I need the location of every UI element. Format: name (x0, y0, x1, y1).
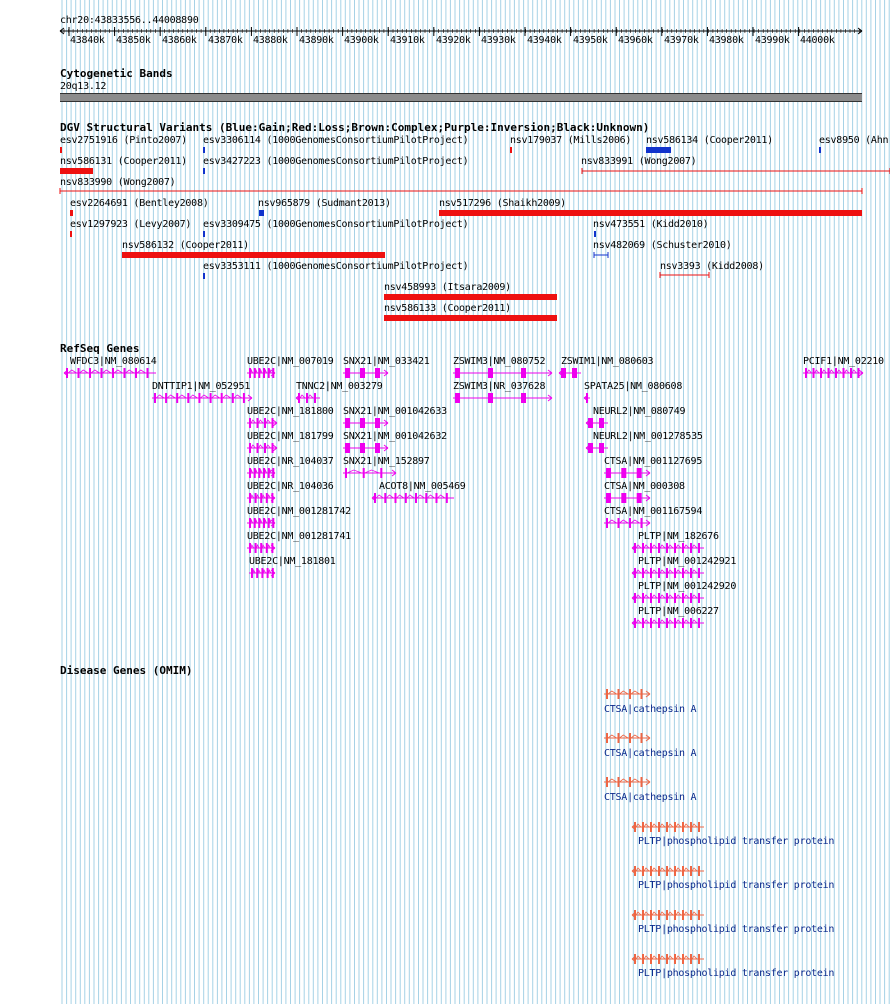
gene-label[interactable]: SNX21|NM_001042633 (343, 406, 447, 417)
dgv-feature-label[interactable]: nsv586134 (Cooper2011) (646, 135, 773, 146)
omim-gene-exon (682, 822, 684, 832)
gene-label[interactable]: UBE2C|NM_001281741 (247, 531, 351, 542)
gene-label[interactable]: SNX21|NM_152897 (343, 456, 430, 467)
omim-gene-exon (634, 910, 636, 920)
gene-label[interactable]: WFDC3|NM_080614 (70, 356, 157, 367)
omim-gene-exon (618, 777, 620, 787)
omim-gene-exon (666, 866, 668, 876)
omim-gene-exon (690, 866, 692, 876)
dgv-feature-label[interactable]: nsv833991 (Wong2007) (581, 156, 697, 167)
gene-label[interactable]: UBE2C|NR_104036 (247, 481, 334, 492)
dgv-feature-label[interactable]: esv3306114 (1000GenomesConsortiumPilotProject) (203, 135, 469, 146)
omim-gene-exon (674, 822, 676, 832)
omim-gene-exon (629, 777, 631, 787)
gene-label[interactable]: SNX21|NM_001042632 (343, 431, 447, 442)
omim-gene-exon (642, 910, 644, 920)
omim-gene-exon (698, 910, 700, 920)
omim-gene-exon (629, 689, 631, 699)
ruler-tick-label: 43910k (390, 35, 425, 46)
omim-gene-exon (658, 866, 660, 876)
omim-gene-exon (642, 866, 644, 876)
dgv-feature-label[interactable]: nsv586131 (Cooper2011) (60, 156, 187, 167)
dgv-feature-label[interactable]: nsv965879 (Sudmant2013) (258, 198, 391, 209)
ruler-tick-label: 43850k (116, 35, 151, 46)
omim-label[interactable]: PLTP|phospholipid transfer protein (638, 880, 835, 891)
omim-gene-exon (641, 777, 643, 787)
omim-gene-exon (690, 910, 692, 920)
dgv-feature-label[interactable]: esv3309475 (1000GenomesConsortiumPilotProject) (203, 219, 469, 230)
omim-label[interactable]: PLTP|phospholipid transfer protein (638, 836, 835, 847)
dgv-feature-label[interactable]: esv8950 (Ahn (819, 135, 889, 146)
omim-gene-exon (634, 954, 636, 964)
ruler-tick-label: 44000k (800, 35, 835, 46)
gene-label[interactable]: ZSWIM1|NM_080603 (561, 356, 654, 367)
omim-gene-exon (698, 822, 700, 832)
gene-label[interactable]: ACOT8|NM_005469 (379, 481, 466, 492)
dgv-feature-label[interactable]: esv3427223 (1000GenomesConsortiumPilotProject) (203, 156, 469, 167)
omim-gene-exon (606, 777, 608, 787)
omim-gene-exon (629, 733, 631, 743)
omim-gene-exon (641, 689, 643, 699)
gene-label[interactable]: PLTP|NM_001242920 (638, 581, 737, 592)
gene-label[interactable]: PLTP|NM_182676 (638, 531, 719, 542)
ruler-tick-label: 43980k (709, 35, 744, 46)
dgv-feature-label[interactable]: esv1297923 (Levy2007) (70, 219, 192, 230)
omim-gene-exon (606, 733, 608, 743)
dgv-feature-label[interactable]: esv3353111 (1000GenomesConsortiumPilotProject) (203, 261, 469, 272)
omim-gene-exon (682, 866, 684, 876)
ruler-tick-label: 43900k (344, 35, 379, 46)
omim-label[interactable]: CTSA|cathepsin A (604, 792, 697, 803)
dgv-track-title: DGV Structural Variants (Blue:Gain;Red:Loss;Brown:Complex;Purple:Inversion;Black:Unknown) (60, 121, 650, 134)
dgv-feature-label[interactable]: nsv458993 (Itsara2009) (384, 282, 511, 293)
omim-gene-exon (682, 910, 684, 920)
omim-gene-exon (658, 822, 660, 832)
ruler-tick-label: 43860k (162, 35, 197, 46)
gene-label[interactable]: CTSA|NM_001127695 (604, 456, 703, 467)
dgv-feature-label[interactable]: nsv517296 (Shaikh2009) (439, 198, 566, 209)
gene-label[interactable]: ZSWIM3|NM_080752 (453, 356, 546, 367)
omim-gene-exon (666, 910, 668, 920)
omim-gene-exon (674, 954, 676, 964)
ruler-tick-label: 43940k (527, 35, 562, 46)
gene-label[interactable]: UBE2C|NR_104037 (247, 456, 334, 467)
gene-label[interactable]: PLTP|NM_006227 (638, 606, 719, 617)
dgv-feature-label[interactable]: nsv833990 (Wong2007) (60, 177, 176, 188)
ruler-tick-label: 43990k (755, 35, 790, 46)
omim-gene-exon (690, 954, 692, 964)
ruler-tick-label: 43870k (208, 35, 243, 46)
dgv-feature-label[interactable]: nsv473551 (Kidd2010) (593, 219, 709, 230)
omim-gene-exon (641, 733, 643, 743)
ruler-tick-label: 43950k (573, 35, 608, 46)
omim-gene-exon (698, 866, 700, 876)
gene-label[interactable]: UBE2C|NM_181799 (247, 431, 334, 442)
omim-gene-exon (650, 910, 652, 920)
omim-label[interactable]: PLTP|phospholipid transfer protein (638, 968, 835, 979)
gene-label[interactable]: CTSA|NM_001167594 (604, 506, 703, 517)
dgv-feature-label[interactable]: nsv586132 (Cooper2011) (122, 240, 249, 251)
ruler-tick-label: 43920k (436, 35, 471, 46)
gene-label[interactable]: CTSA|NM_000308 (604, 481, 685, 492)
omim-gene-exon (674, 910, 676, 920)
omim-gene-exon (618, 689, 620, 699)
ruler-tick-label: 43880k (253, 35, 288, 46)
omim-gene-exon (650, 822, 652, 832)
gene-label[interactable]: UBE2C|NM_007019 (247, 356, 334, 367)
gene-label[interactable]: SNX21|NM_033421 (343, 356, 430, 367)
omim-gene-exon (618, 733, 620, 743)
dgv-feature-label[interactable]: esv2264691 (Bentley2008) (70, 198, 209, 209)
gene-label[interactable]: DNTTIP1|NM_052951 (152, 381, 251, 392)
omim-gene-exon (682, 954, 684, 964)
omim-gene-exon (690, 822, 692, 832)
ruler-tick-label: 43970k (664, 35, 699, 46)
dgv-feature-label[interactable]: nsv586133 (Cooper2011) (384, 303, 511, 314)
gene-label[interactable]: NEURL2|NM_080749 (593, 406, 686, 417)
omim-gene-exon (698, 954, 700, 964)
ruler-tick-label: 43840k (70, 35, 105, 46)
dgv-feature-label[interactable]: nsv482069 (Schuster2010) (593, 240, 732, 251)
gene-label[interactable]: ZSWIM3|NR_037628 (453, 381, 546, 392)
omim-gene-exon (650, 954, 652, 964)
cytoband-track-title: Cytogenetic Bands (60, 67, 173, 80)
omim-gene-exon (674, 866, 676, 876)
cytoband-label: 20q13.12 (60, 81, 107, 92)
omim-label[interactable]: CTSA|cathepsin A (604, 748, 697, 759)
location-label: chr20:43833556..44008890 (60, 15, 199, 26)
ruler-tick-label: 43890k (299, 35, 334, 46)
omim-label[interactable]: CTSA|cathepsin A (604, 704, 697, 715)
omim-track-title: Disease Genes (OMIM) (60, 664, 193, 677)
omim-gene-exon (642, 822, 644, 832)
omim-gene-exon (606, 689, 608, 699)
omim-label[interactable]: PLTP|phospholipid transfer protein (638, 924, 835, 935)
gene-label[interactable]: PCIF1|NM_02210 (803, 356, 884, 367)
omim-gene-exon (658, 954, 660, 964)
gene-label[interactable]: NEURL2|NM_001278535 (593, 431, 703, 442)
omim-gene-exon (658, 910, 660, 920)
dgv-feature-label[interactable]: esv2751916 (Pinto2007) (60, 135, 187, 146)
omim-gene-exon (634, 822, 636, 832)
gene-label[interactable]: UBE2C|NM_181801 (249, 556, 336, 567)
gene-label[interactable]: UBE2C|NM_001281742 (247, 506, 351, 517)
ruler-tick-label: 43960k (618, 35, 653, 46)
ruler-tick-label: 43930k (481, 35, 516, 46)
gene-label[interactable]: UBE2C|NM_181800 (247, 406, 334, 417)
gene-label[interactable]: TNNC2|NM_003279 (296, 381, 383, 392)
omim-gene-exon (634, 866, 636, 876)
gene-label[interactable]: PLTP|NM_001242921 (638, 556, 737, 567)
gene-label[interactable]: SPATA25|NM_080608 (584, 381, 683, 392)
dgv-feature-label[interactable]: nsv179037 (Mills2006) (510, 135, 632, 146)
omim-gene-exon (642, 954, 644, 964)
dgv-feature-label[interactable]: nsv3393 (Kidd2008) (660, 261, 764, 272)
omim-gene-exon (650, 866, 652, 876)
refseq-track-title: RefSeq Genes (60, 342, 140, 355)
omim-gene-exon (666, 822, 668, 832)
omim-gene-exon (666, 954, 668, 964)
